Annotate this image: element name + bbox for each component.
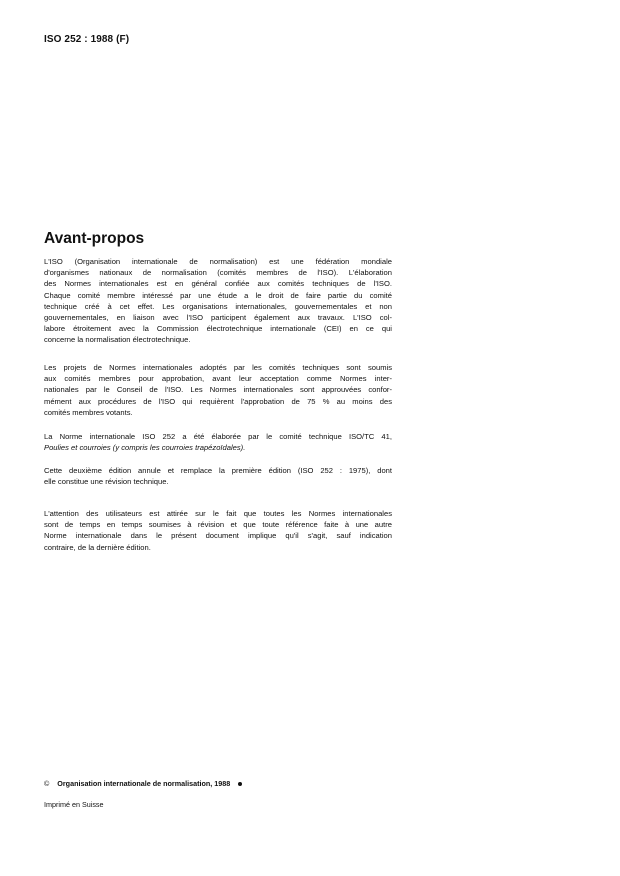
- copyright-line: [44, 779, 242, 788]
- text-line: aux comités membres pour approbation, avant leur acceptation comme Normes inter-: [44, 374, 392, 384]
- printed-in: Imprimé en Suisse: [44, 800, 104, 809]
- text-line: Chaque comité membre intéressé par une étude a le droit de faire partie du comité: [44, 290, 392, 300]
- text-line: des Normes internationales est en général confiée aux comités techniques de l'ISO.: [44, 279, 392, 289]
- text-line: labore étroitement avec la Commission électrotechnique internationale (CEI) en ce qui: [44, 324, 392, 334]
- document-header: ISO 252 : 1988 (F): [44, 34, 130, 45]
- copyright-text: Organisation internationale de normalisation, 1988: [57, 779, 231, 788]
- text-line: L'ISO (Organisation internationale de normalisation) est une fédération mondiale: [44, 257, 392, 266]
- paragraph-revision-note: [44, 508, 392, 553]
- text-line: L'attention des utilisateurs est attirée sur le fait que toutes les Normes internationales: [44, 509, 392, 518]
- text-line: concerne la normalisation électrotechnique.: [44, 335, 191, 345]
- text-line: technique créé à cet effet. Les organisations internationales, gouvernementales et non: [44, 301, 392, 311]
- paragraph-committee: [44, 431, 392, 453]
- section-title: Avant-propos: [44, 230, 145, 247]
- text-line: Poulies et courroies (y compris les courroies trapézoïdales).: [44, 443, 246, 453]
- paragraph-edition: [44, 465, 392, 487]
- paragraph-approval: [44, 362, 392, 418]
- text-line: comités membres votants.: [44, 407, 133, 417]
- text-line: contraire, de la dernière édition.: [44, 542, 151, 552]
- text-line: mément aux procédures de l'ISO qui requièrent l'approbation de 75 % au moins des: [44, 396, 392, 406]
- copyright-icon: ©: [44, 779, 50, 788]
- text-line: Norme internationale dans le présent document implique qu'il s'agit, sauf indication: [44, 531, 392, 541]
- text-line: Les projets de Normes internationales adoptés par les comités techniques sont soumis: [44, 363, 392, 372]
- text-line: gouvernementales, en liaison avec l'ISO participent également aux travaux. L'ISO col-: [44, 313, 392, 323]
- paragraph-iso-intro: [44, 256, 392, 346]
- text-line: elle constitue une révision technique.: [44, 477, 169, 487]
- text-line: d'organismes nationaux de normalisation (comités membres de l'ISO). L'élaboration: [44, 268, 392, 278]
- bullet-icon: [238, 782, 242, 786]
- text-line: sont de temps en temps soumises à révision et que toute référence faite à une autre: [44, 520, 392, 530]
- text-line: Cette deuxième édition annule et remplace la première édition (ISO 252 : 1975), dont: [44, 466, 392, 475]
- text-line: nationales par le Conseil de l'ISO. Les Normes internationales sont approuvées confor-: [44, 385, 392, 395]
- text-line: La Norme internationale ISO 252 a été élaborée par le comité technique ISO/TC 41,: [44, 432, 392, 441]
